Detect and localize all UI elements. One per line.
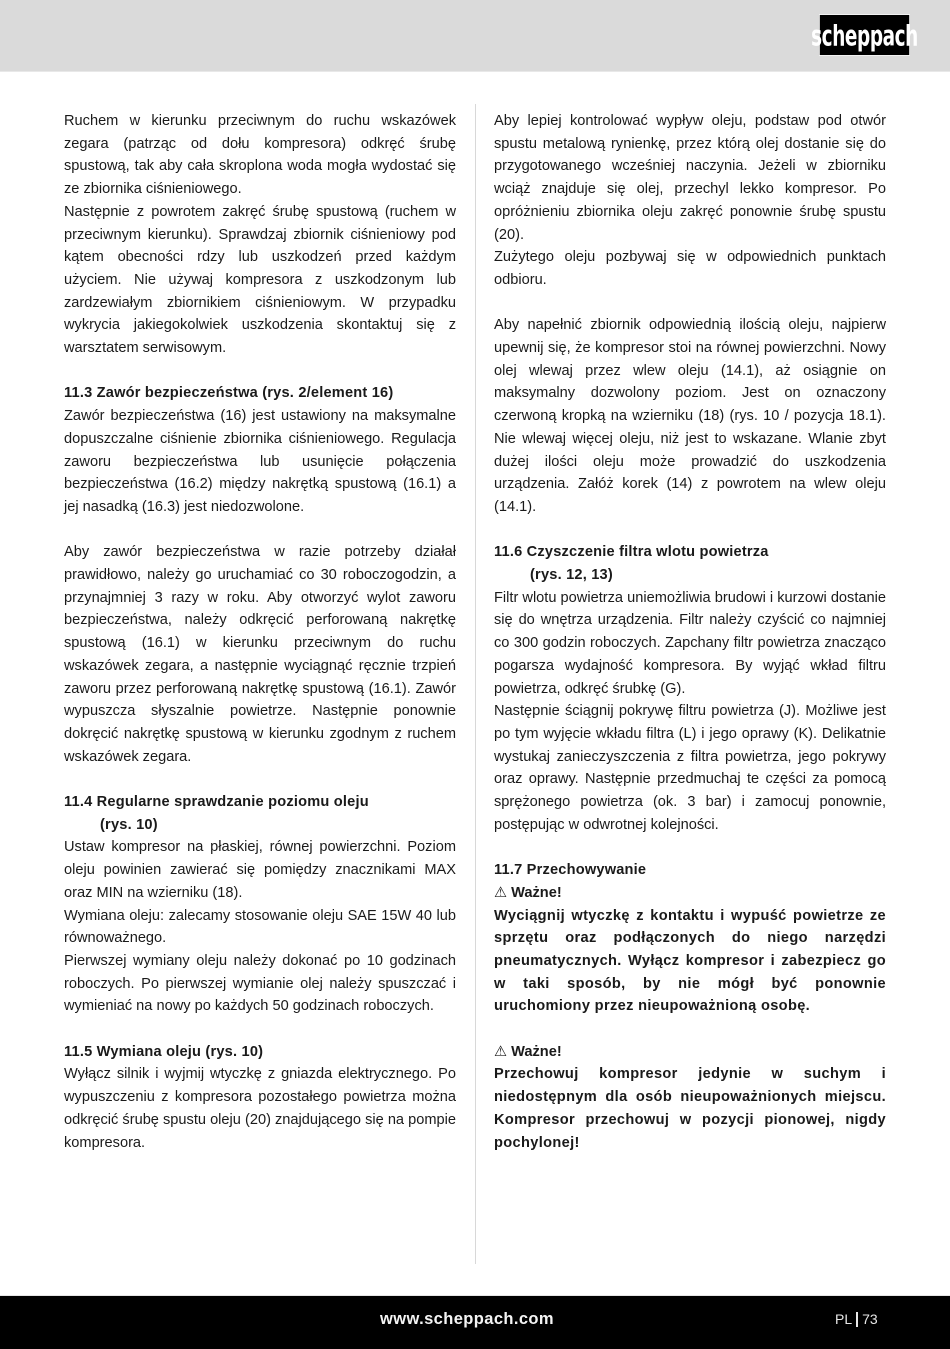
section-11-6-paragraph-1: Filtr wlotu powietrza uniemożliwia brudowi i kurzowi dostanie się do wnętrza urządzenia. Filtr należy czyścić co najmniej co 300 godzin roboczych. Zapchany filtr powietrza znacząco pogarsza wydajność kompresora. By wyjąć wkład filtru powietrza, odkręć śrubkę (G). bbox=[494, 589, 886, 697]
page-footer bbox=[0, 1295, 950, 1349]
spacer bbox=[64, 519, 456, 542]
warning-title-2 bbox=[494, 1041, 886, 1064]
intro-paragraph-2: Następnie z powrotem zakręć śrubę spustową (ruchem w przeciwnym kierunku). Sprawdzaj zbiornik ciśnieniowy pod kątem obecności rdzy lub uszkodzeń przed każdym użyciem. Nie używaj kompresora z uszkodzonym lub zardzewiałym zbiornikiem ciśnieniowym. W przypadku wykrycia jakiegokolwiek uszkodzenia skontaktuj się z warsztatem serwisowym. bbox=[64, 203, 456, 357]
section-11-5-paragraph-4: Aby napełnić zbiornik odpowiednią ilością oleju, najpierw upewnij się, że kompresor stoi na równej powierzchni. Nowy olej wlewaj przez wlew oleju (14.1), aż osiągnie on maksymalny dozwolony poziom. Jest on oznaczony czerwoną kropką na wzierniku (18) (rys. 10 / pozycja 18.1). Nie wlewaj więcej oleju, niż jest to wskazane. Wlanie zbyt dużej ilości oleju może prowadzić do uszkodzenia urządzenia. Załóż korek (14) z powrotem na wlew oleju (14.1). bbox=[494, 317, 886, 515]
heading-line-2: (rys. 12, 13) bbox=[530, 567, 613, 584]
section-11-4-paragraph-3: Pierwszej wymiany oleju należy dokonać po 10 godzinach roboczych. Po pierwszej wymianie olej należy spuszczać i wymieniać na nowy po każdych 50 godzinach roboczych. bbox=[64, 952, 456, 1015]
warning-title-1 bbox=[494, 882, 886, 905]
intro-paragraph-1: Ruchem w kierunku przeciwnym do ruchu wskazówek zegara (patrząc od dołu kompresora) odkręć śrubę spustową, tak aby cała skroplona woda mogła wydostać się ze zbiornika ciśnieniowego. bbox=[64, 113, 456, 198]
page-number: 73 bbox=[862, 1311, 878, 1327]
warning-body-2: Przechowuj kompresor jedynie w suchym i niedostępnym dla osób nieupoważnionych miejscu. Kompresor przechowuj w pozycji pionowej, nigdy pochylonej! bbox=[494, 1066, 886, 1151]
section-11-4-paragraph-2: Wymiana oleju: zalecamy stosowanie oleju SAE 15W 40 lub równoważnego. bbox=[64, 907, 456, 947]
spacer bbox=[494, 292, 886, 315]
warning-body-1: Wyciągnij wtyczkę z kontaktu i wypuść powietrze ze sprzętu oraz podłączonych do niego narzędzi pneumatycznych. Wyłącz kompresor i zabezpiecz go w taki sposób, by nie mógł być ponownie uruchomiony przez nieupoważnioną osobę. bbox=[494, 907, 886, 1015]
page-indicator bbox=[835, 1311, 878, 1327]
warning-triangle-icon: ⚠ bbox=[494, 1043, 508, 1060]
section-heading-11-5: 11.5 Wymiana oleju (rys. 10) bbox=[64, 1043, 264, 1060]
left-column bbox=[64, 110, 456, 1154]
separator bbox=[856, 1312, 858, 1327]
warning-label: Ważne! bbox=[511, 884, 562, 901]
right-column bbox=[494, 110, 886, 1154]
section-11-3-paragraph-1: Zawór bezpieczeństwa (16) jest ustawiony na maksymalne dopuszczalne ciśnienie zbiornika ciśnieniowego. Regulacja zaworu bezpieczeństwa lub usunięcie połączenia bezpieczeństwa (16.2) między nakrętką spustową (16.1) a jej nasadką (16.3) jest niedozwolone. bbox=[64, 408, 456, 515]
section-11-3-paragraph-2: Aby zawór bezpieczeństwa w razie potrzeby działał prawidłowo, należy go uruchamiać co 30 roboczogodzin, a przynajmniej 3 razy w roku. Aby otworzyć wylot zaworu bezpieczeństwa, należy odkręcić perforowaną nakrętkę spustową (16.1) w kierunku przeciwnym do ruchu wskazówek zegara, a następnie wyciągnąć ręcznie trzpień zaworu przez perforowaną nakrętkę spustową (16.1). Zawór wypuszcza słyszalnie powietrze. Następnie ponownie dokręcić nakrętkę spustową w kierunku zgodnym z ruchem wskazówek zegara. bbox=[64, 544, 456, 765]
section-11-5-paragraph-2: Aby lepiej kontrolować wypływ oleju, podstaw pod otwór spustu metalową rynienkę, przez którą olej dostanie się do przygotowanego wcześniej naczynia. Jeżeli w zbiorniku wciąż znajduje się olej, przechyl lekko kompresor. Po opróżnieniu zbiornika oleju zakręć ponownie śrubę spustu (20). bbox=[494, 113, 886, 243]
spacer bbox=[64, 768, 456, 791]
section-heading-11-6 bbox=[494, 541, 886, 586]
warning-label: Ważne! bbox=[511, 1043, 562, 1060]
website-link[interactable]: www.scheppach.com bbox=[380, 1310, 554, 1328]
language-code: PL bbox=[835, 1311, 853, 1327]
spacer bbox=[64, 1018, 456, 1041]
spacer bbox=[494, 519, 886, 542]
section-11-4-paragraph-1: Ustaw kompresor na płaskiej, równej powierzchni. Poziom oleju powinien zawierać się pomiędzy znacznikami MAX oraz MIN na wzierniku (18). bbox=[64, 839, 456, 901]
page-header bbox=[0, 0, 950, 72]
heading-line-1: 11.4 Regularne sprawdzanie poziomu oleju bbox=[64, 794, 369, 811]
heading-line-2: (rys. 10) bbox=[100, 816, 158, 833]
spacer bbox=[494, 1018, 886, 1041]
spacer bbox=[64, 360, 456, 383]
section-11-5-paragraph-3: Zużytego oleju pozbywaj się w odpowiednich punktach odbioru. bbox=[494, 249, 886, 288]
heading-line-1: 11.6 Czyszczenie filtra wlotu powietrza bbox=[494, 544, 769, 561]
section-heading-11-7: 11.7 Przechowywanie bbox=[494, 862, 647, 879]
section-11-6-paragraph-2: Następnie ściągnij pokrywę filtru powietrza (J). Możliwe jest po tym wyjęcie wkładu filtra (L) i jego oprawy (K). Delikatnie wystukaj zanieczyszczenia z filtra powietrza, jego pokrywy oraz oprawy. Następnie przedmuchaj te części za pomocą sprężonego powietrza (ok. 3 bar) i zamocuj ponownie, postępując w odwrotnej kolejności. bbox=[494, 703, 886, 833]
brand-name: scheppach bbox=[811, 18, 918, 52]
section-heading-11-4 bbox=[64, 791, 456, 836]
section-11-5-paragraph-1: Wyłącz silnik i wyjmij wtyczkę z gniazda elektrycznego. Po wypuszczeniu z kompresora pozostałego powietrza można odkręcić śrubę spustu oleju (20) znajdującego się na pompie kompresora. bbox=[64, 1066, 456, 1151]
scheppach-logo bbox=[811, 15, 918, 55]
spacer bbox=[494, 836, 886, 859]
warning-triangle-icon: ⚠ bbox=[494, 884, 508, 901]
column-divider bbox=[475, 104, 476, 1264]
section-heading-11-3: 11.3 Zawór bezpieczeństwa (rys. 2/element 16) bbox=[64, 385, 394, 402]
